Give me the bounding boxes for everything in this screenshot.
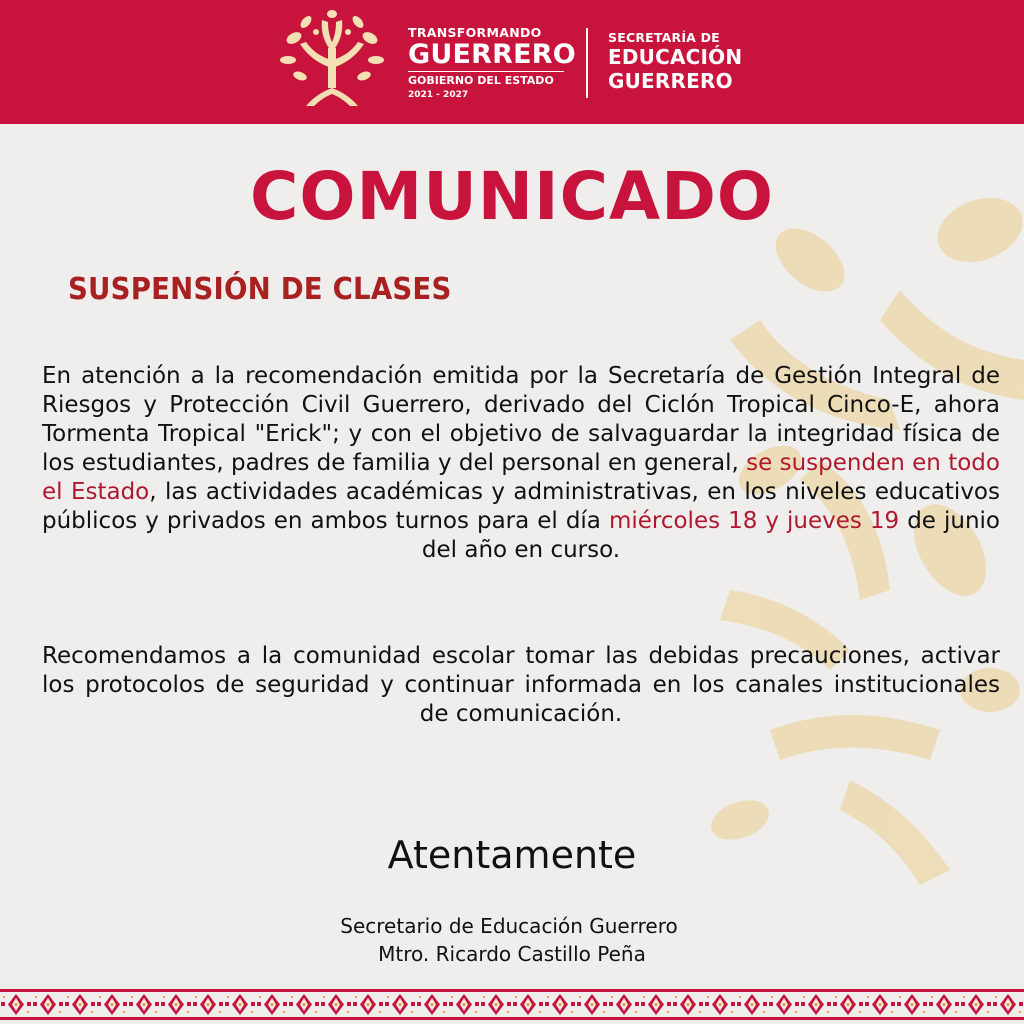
notice-subtitle: SUSPENSIÓN DE CLASES [68,272,452,307]
page-title: COMUNICADO [249,158,774,235]
closing-salutation: Atentamente [387,833,637,877]
notice-paragraph-2: Recomendamos a la comunidad escolar tomar las debidas precauciones, activar los protocolos de seguridad y continuar informada en los canales institucionales de comunicación. [42,643,1000,727]
gov-tagline: TRANSFORMANDO [408,25,542,40]
signer-name: Mtro. Ricardo Castillo Peña [378,942,646,966]
gov-term-years: 2021 - 2027 [408,90,469,100]
sep-line-2: GUERRERO [608,69,733,93]
paragraph-1-text-b: , las actividades académicas y administrativas, en los niveles educativos públicos y privados en ambos turnos para el día [42,479,1000,534]
paragraph-1-text-c: de junio del año en curso. [421,508,1000,563]
signer-title: Secretario de Educación Guerrero [340,914,678,938]
header-banner [0,0,1024,124]
sep-line-1: EDUCACIÓN [608,45,743,69]
sep-prefix: SECRETARÍA DE [608,30,720,45]
suspension-highlight: se suspenden en todo el Estado [42,450,1000,505]
decorative-embroidery-border [0,985,1024,1024]
paragraph-1-text-a: En atención a la recomendación emitida por la Secretaría de Gestión Integral de Riesgos y Protección Civil Guerrero, derivado del Ciclón Tropical Cinco-E, ahora Tormenta Tropical "Erick"; y con el objetivo de salvaguardar la integridad física de los estudiantes, padres de familia y del personal en general, [42,363,1000,476]
notice-paragraph-1 [42,362,1000,565]
state-government-logotype [408,25,576,100]
gov-subtitle: GOBIERNO DEL ESTADO [408,71,564,87]
education-secretariat-logotype [608,30,742,93]
tree-of-life-emblem-icon [276,8,388,112]
dates-highlight: miércoles 18 y jueves 19 [608,508,900,534]
gov-state-name: GUERRERO [408,39,576,70]
header-divider [586,28,588,98]
